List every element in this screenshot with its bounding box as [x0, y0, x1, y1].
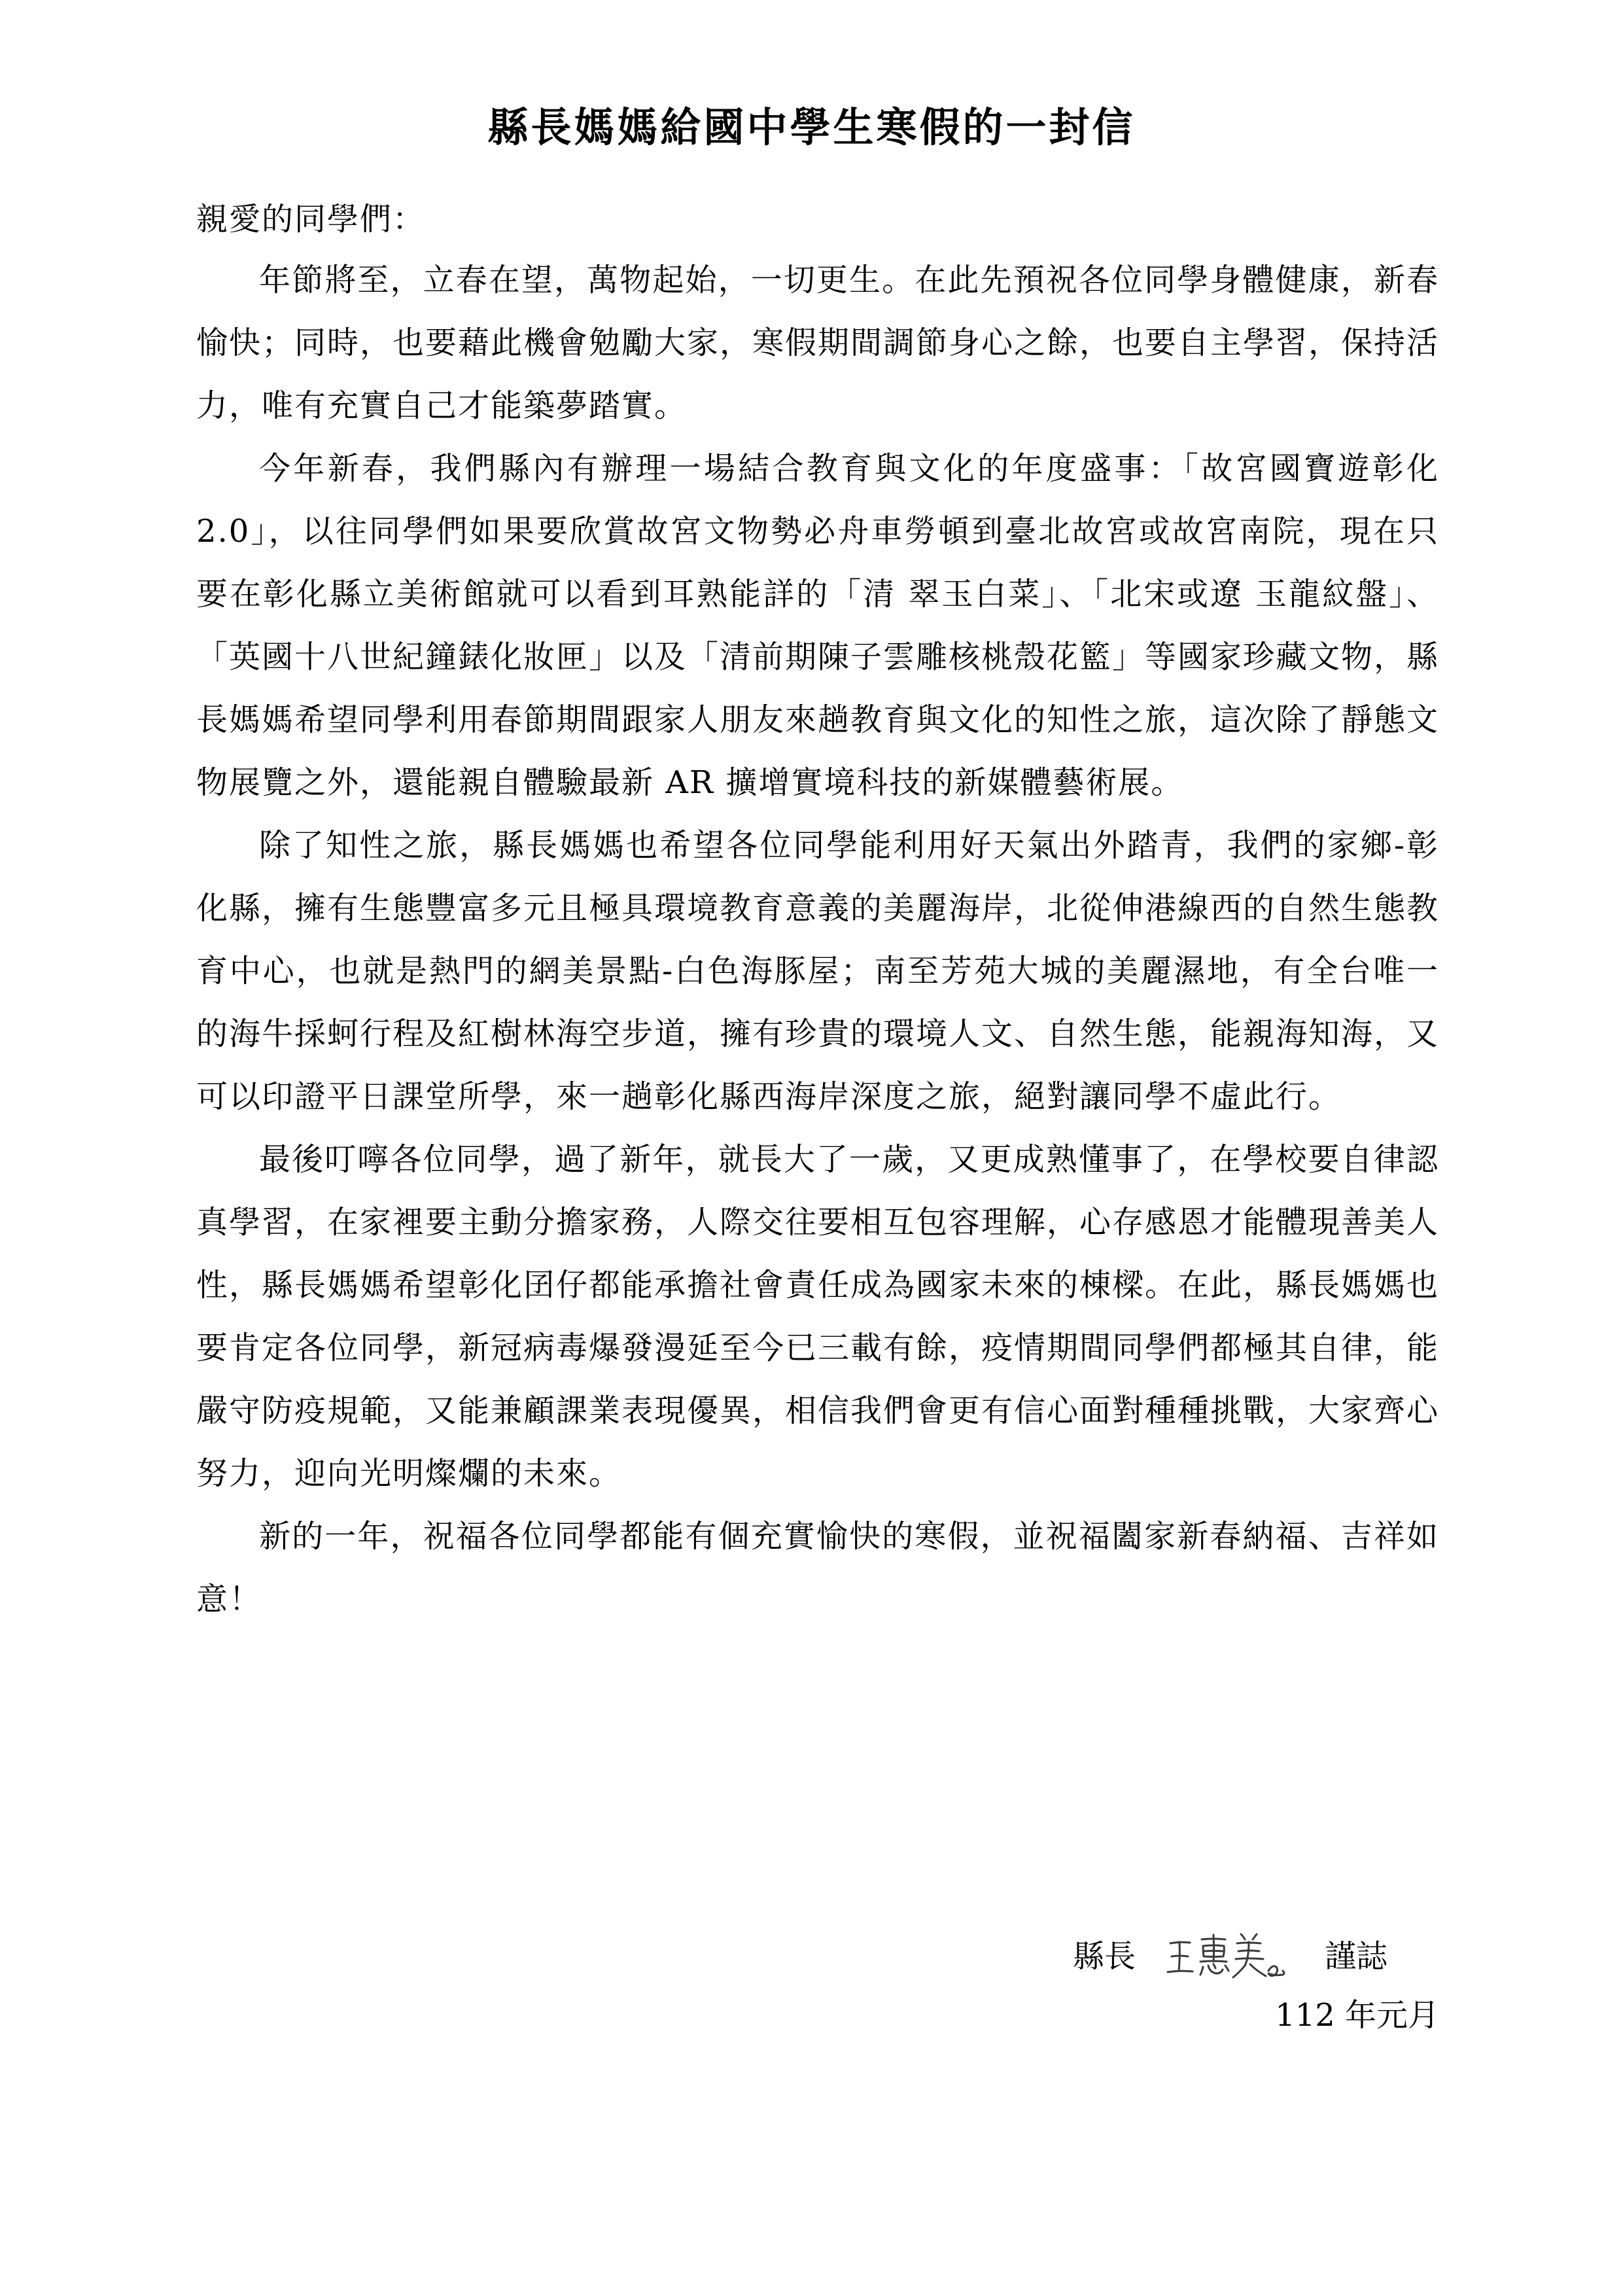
- handwritten-signature: [1161, 1925, 1292, 1988]
- paragraph-coastal-travel: 除了知性之旅，縣長媽媽也希望各位同學能利用好天氣出外踏青，我們的家鄉-彰化縣，擁有生態豐富多元且極具環境教育意義的美麗海岸，北從伸港線西的自然生態教育中心，也就是熱門的網美景點-白色海豚屋；南至芳苑大城的美麗濕地，有全台唯一的海牛採蚵行程及紅樹林海空步道，擁有珍貴的環境人文、自然生態，能親海知海，又可以印證平日課堂所學，來一趟彰化縣西海岸深度之旅，絕對讓同學不虛此行。: [196, 827, 1440, 1115]
- letter-body: [196, 249, 1439, 1631]
- paragraph-closing-blessing: 新的一年，祝福各位同學都能有個充實愉快的寒假，並祝福闔家新春納福、吉祥如意！: [196, 1518, 1439, 1617]
- letter-title: 縣長媽媽給國中學生寒假的一封信: [487, 103, 1136, 151]
- signature-closing: 謹誌: [1325, 1938, 1388, 1975]
- paragraph-new-year-wishes: 年節將至，立春在望，萬物起始，一切更生。在此先預祝各位同學身體健康，新春愉快；同時，也要藉此機會勉勵大家，寒假期間調節身心之餘，也要自主學習，保持活力，唯有充實自己才能築夢踏實。: [196, 262, 1440, 424]
- signature-block: [1034, 1924, 1439, 1989]
- paragraph-reminders: 最後叮嚀各位同學，過了新年，就長大了一歲，又更成熟懂事了，在學校要自律認真學習，在家裡要主動分擔家務，人際交往要相互包容理解，心存感恩才能體現善美人性，縣長媽媽希望彰化囝仔都能承擔社會責任成為國家未來的棟樑。在此，縣長媽媽也要肯定各位同學，新冠病毒爆發漫延至今已三載有餘，疫情期間同學們都極其自律，能嚴守防疫規範，又能兼顧課業表現優異，相信我們會更有信心面對種種挑戰，大家齊心努力，迎向光明燦爛的未來。: [196, 1141, 1440, 1492]
- letter-date: 112 年元月: [1275, 1997, 1439, 2034]
- letter-salutation: 親愛的同學們：: [196, 201, 426, 238]
- signature-role: 縣長: [1073, 1938, 1136, 1975]
- paragraph-palace-museum-exhibit: 今年新春，我們縣內有辦理一場結合教育與文化的年度盛事：「故宮國寶遊彰化 2.0」，以往同學們如果要欣賞故宮文物勢必舟車勞頓到臺北故宮或故宮南院，現在只要在彰化縣立美術館就可以看到耳熟能詳的「清 翠玉白菜」、「北宋或遼 玉龍紋盤」、「英國十八世紀鐘錶化妝匣」以及「清前期陳子雲雕核桃殼花籃」等國家珍藏文物，縣長媽媽希望同學利用春節期間跟家人朋友來趟教育與文化的知性之旅，這次除了靜態文物展覽之外，還能親自體驗最新 AR 擴增實境科技的新媒體藝術展。: [196, 450, 1440, 801]
